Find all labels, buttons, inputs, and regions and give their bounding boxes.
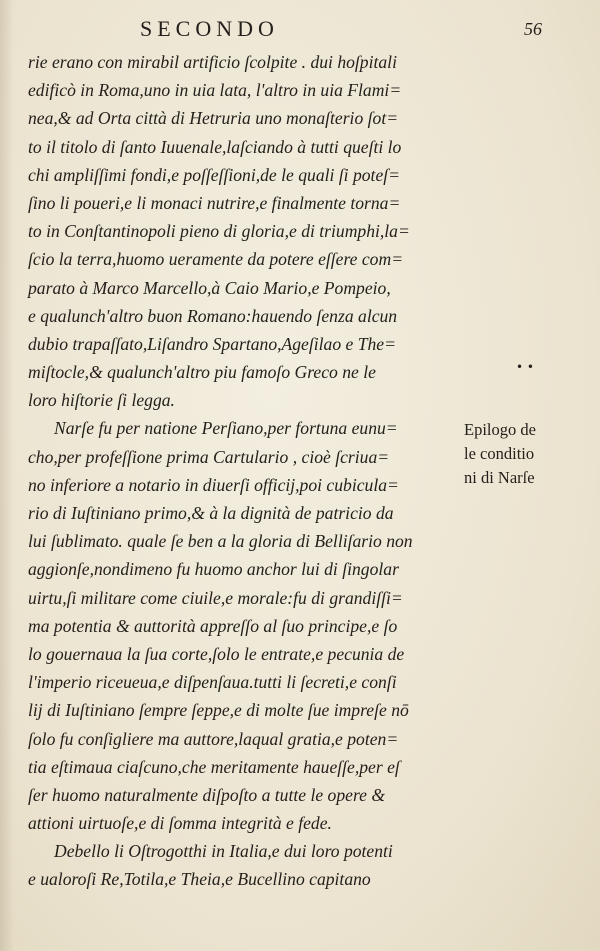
text-line: loro hiſtorie ſi legga. xyxy=(28,390,175,411)
text-line: ſino li poueri,e li monaci nutrire,e finalmente torna= xyxy=(28,192,401,213)
text-line: ſcio la terra,huomo ueramente da potere eſſere com= xyxy=(28,249,404,270)
text-line: rie erano con mirabil artificio ſcolpite . dui hoſpitali xyxy=(28,52,397,72)
text-line: miſtocle,& qualunch'altro piu famoſo Greco ne le xyxy=(28,362,376,383)
gutter-shadow xyxy=(0,0,14,951)
text-line: parato à Marco Marcello,à Caio Mario,e Pompeio, xyxy=(28,277,391,298)
page-number: 56 xyxy=(524,19,542,39)
text-line: edificò in Roma,uno in uia lata, l'altro in uia Flami= xyxy=(28,80,402,101)
text-line: to in Conſtantinopoli pieno di gloria,e di triumphi,la= xyxy=(28,221,410,242)
text-line: l'imperio riceueua,e diſpenſaua.tutti li ſecreti,e conſi xyxy=(28,672,397,693)
marginal-note-line: ni di Narſe xyxy=(464,468,535,487)
text-line: e ualoroſi Re,Totila,e Theia,e Bucellino capitano xyxy=(28,869,371,890)
text-line: e qualunch'altro buon Romano:hauendo ſenza alcun xyxy=(28,305,398,326)
text-line: dubio trapaſſato,Liſandro Spartano,Ageſilao e The= xyxy=(28,333,396,354)
text-line: lo gouernaua la ſua corte,ſolo le entrate,e pecunia de xyxy=(28,643,405,664)
text-line: cho,per profeſſione prima Cartulario , cioè ſcriua= xyxy=(28,446,390,467)
text-line: ma potentia & auttorità appreſſo al ſuo principe,e ſo xyxy=(28,615,398,636)
main-text-block xyxy=(28,48,468,894)
marginal-note-line: le conditio xyxy=(464,444,535,463)
text-line: tia eſtimaua ciaſcuno,che meritamente haueſſe,per eſ xyxy=(28,756,400,777)
text-line: chi ampliſſimi fondi,e poſſeſſioni,de le quali ſi poteſ= xyxy=(28,164,401,185)
text-line: Debello li Oſtrogotthi in Italia,e dui loro potenti xyxy=(54,841,393,862)
running-head-title: SECONDO xyxy=(140,16,279,41)
text-line: lui ſublimato. quale ſe ben a la gloria di Belliſario non xyxy=(28,531,413,552)
text-line: aggionſe,nondimeno fu huomo anchor lui di ſingolar xyxy=(28,559,399,580)
text-line: ſolo fu conſigliere ma auttore,laqual gratia,e poten= xyxy=(28,728,399,749)
text-line: Narſe fu per natione Perſiano,per fortuna eunu= xyxy=(54,418,398,439)
running-head xyxy=(0,14,600,44)
text-line: no inferiore a notario in diuerſi officij,poi cubicula= xyxy=(28,474,399,495)
marginal-note-line: Epilogo de xyxy=(464,420,536,439)
text-line: to il titolo di ſanto Iuuenale,laſciando à tutti queſti lo xyxy=(28,136,402,157)
text-line: rio di Iuſtiniano primo,& à la dignità de patricio da xyxy=(28,503,394,523)
text-line: ſer huomo naturalmente diſpoſto a tutte le opere & xyxy=(28,784,386,805)
text-line: nea,& ad Orta città di Hetruria uno monaſterio ſot= xyxy=(28,108,399,129)
ink-ornament: • • xyxy=(516,360,534,374)
marginal-note xyxy=(464,418,594,490)
text-line: attioni uirtuoſe,e di ſomma integrità e fede. xyxy=(28,813,332,834)
text-line: lij di Iuſtiniano ſempre ſeppe,e di molte ſue impreſe nō xyxy=(28,700,409,721)
text-line: uirtu,ſi militare come ciuile,e morale:fu di grandiſſi= xyxy=(28,587,403,608)
